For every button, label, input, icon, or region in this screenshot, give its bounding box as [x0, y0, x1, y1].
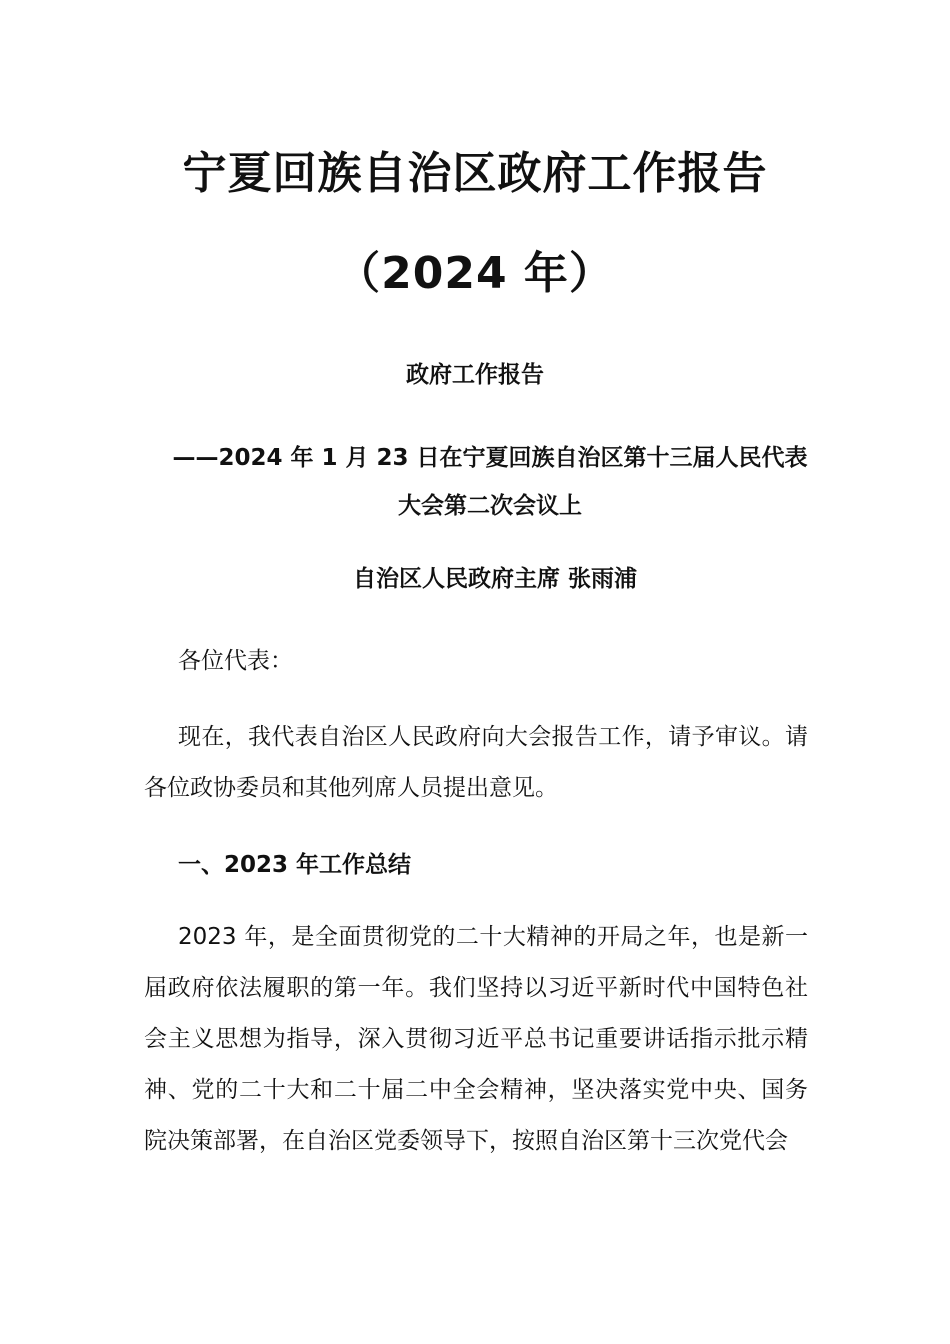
main-paragraph: 2023 年，是全面贯彻党的二十大精神的开局之年，也是新一届政府依法履职的第一年。我们坚持以习近平新时代中国特色社会主义思想为指导，深入贯彻习近平总书记重要讲话指示批示精神、党的二十大和二十届二中全会精神，坚决落实党中央、国务院决策部署，在自治区党委领导下，按照自治区第十三次党代会 [144, 924, 808, 1154]
salutation: 各位代表： [178, 648, 293, 674]
intro-paragraph: 现在，我代表自治区人民政府向大会报告工作，请予审议。请各位政协委员和其他列席人员提出意见。 [144, 724, 808, 801]
section-heading: 一、2023 年工作总结 [178, 852, 412, 878]
report-occasion: ——2024 年 1 月 23 日在宁夏回族自治区第十三届人民代表大会第二次会议上 [172, 445, 808, 519]
report-speaker: 自治区人民政府主席 张雨浦 [352, 566, 637, 592]
report-subtitle: 政府工作报告 [406, 362, 544, 388]
document-title: 宁夏回族自治区政府工作报告 [182, 148, 768, 199]
document-year: （2024 年） [336, 248, 614, 299]
